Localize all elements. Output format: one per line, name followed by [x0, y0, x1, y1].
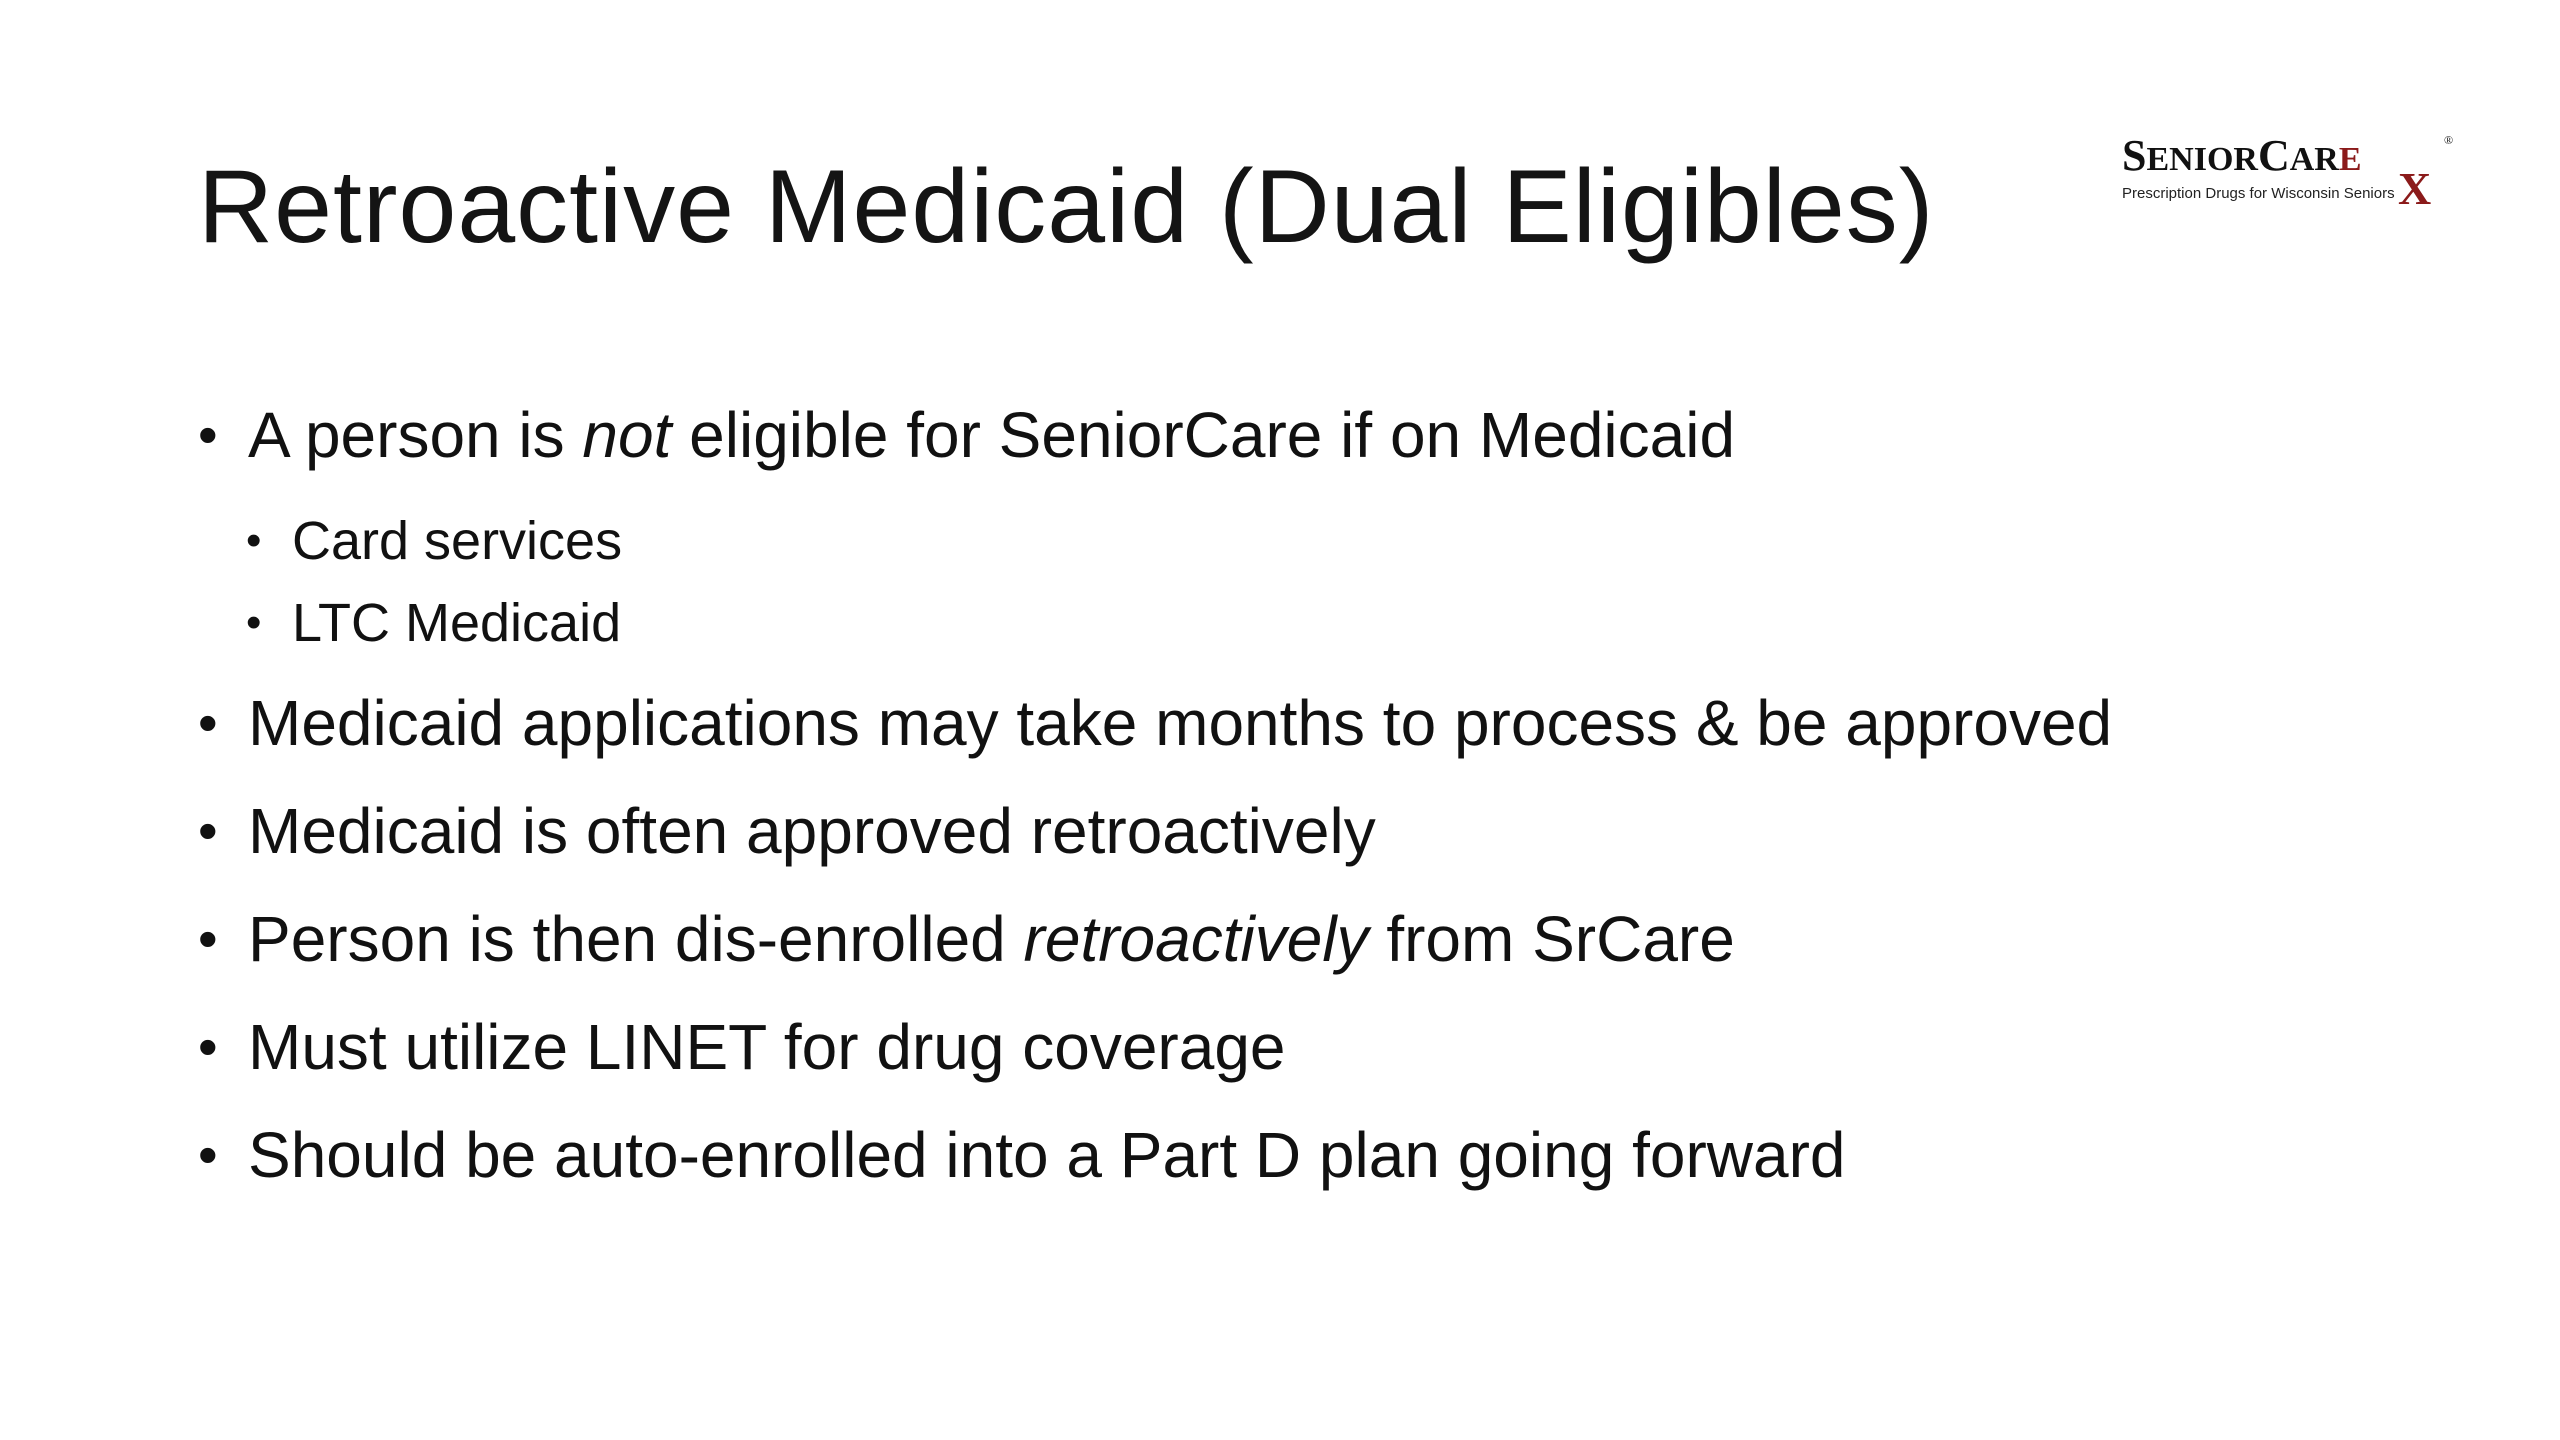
logo-tagline: Prescription Drugs for Wisconsin Seniors [2122, 185, 2395, 202]
bullet-item: • A person is not eligible for SeniorCare if on Medicaid [198, 392, 2448, 478]
bullet-item: • Medicaid applications may take months to process & be approved [198, 680, 2448, 766]
bullet-item: • Should be auto-enrolled into a Part D plan going forward [198, 1112, 2448, 1198]
logo-rx-mark: X [2398, 163, 2432, 214]
seniorcare-logo [2118, 118, 2458, 218]
bullet-item: • Medicaid is often approved retroactively [198, 788, 2448, 874]
sub-bullet-list [198, 500, 2448, 664]
bullet-emphasis: not [582, 399, 672, 471]
bullet-emphasis: retroactively [1023, 903, 1369, 975]
slide-title: Retroactive Medicaid (Dual Eligibles) [198, 149, 1935, 265]
logo-brand-text: SENIORCARE [2122, 131, 2362, 180]
bullet-list [198, 392, 2448, 1220]
sub-bullet-item: • Card services [246, 500, 2448, 582]
sub-bullet-item: • LTC Medicaid [246, 582, 2448, 664]
bullet-item: • Person is then dis-enrolled retroactively from SrCare [198, 896, 2448, 982]
logo-registered-mark: ® [2444, 133, 2454, 147]
bullet-item: • Must utilize LINET for drug coverage [198, 1004, 2448, 1090]
